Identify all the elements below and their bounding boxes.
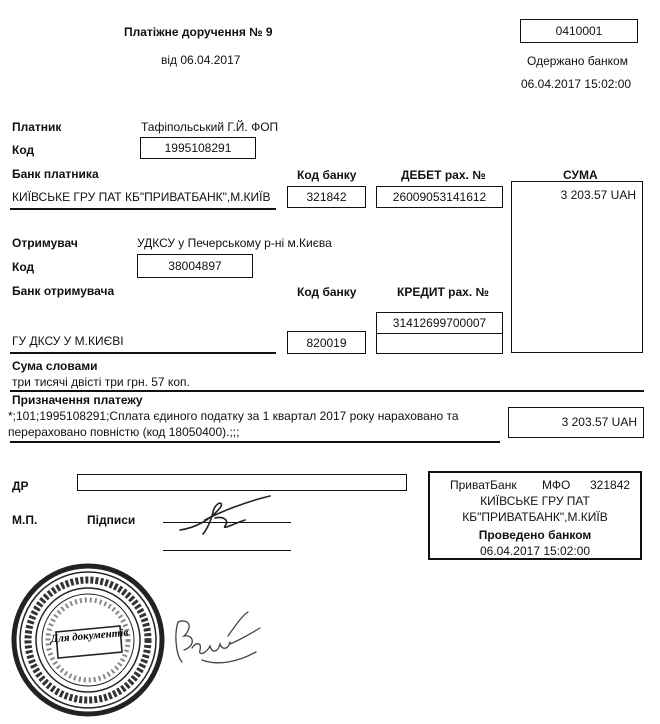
recipient-name: УДКСУ у Печерському р-ні м.Києва (137, 236, 332, 250)
payer-bank-label: Банк платника (12, 167, 99, 181)
recipient-bank-underline (10, 352, 276, 354)
bank-stamp-line2: КИЇВСЬКЕ ГРУ ПАТ (480, 494, 590, 508)
bank-stamp-mfo: 321842 (590, 478, 631, 492)
purpose-label: Призначення платежу (12, 393, 143, 407)
dr-box (77, 474, 407, 491)
recipient-bank-code: 820019 (306, 335, 347, 350)
payer-bank-code-box (287, 186, 366, 208)
bank-stamp-processed-datetime: 06.04.2017 15:02:00 (479, 544, 591, 558)
recipient-bank-code-box (287, 331, 366, 354)
sum-words-underline (10, 390, 644, 392)
document-code: 0410001 (555, 24, 603, 38)
recipient-code: 38004897 (168, 259, 222, 273)
recipient-code-label: Код (12, 260, 35, 274)
company-seal-icon (8, 560, 168, 720)
signature-line-2 (163, 550, 291, 551)
recipient-code-box (137, 254, 253, 278)
payer-bank-code: 321842 (306, 190, 347, 204)
bank-stamp (428, 471, 642, 560)
payer-bank-underline (10, 208, 276, 210)
bank-stamp-processed-label: Проведено банком (478, 528, 592, 542)
credit-label: КРЕДИТ рах. № (397, 285, 489, 299)
payer-label: Платник (12, 120, 62, 134)
bank-stamp-mfo-label: МФО (542, 478, 571, 492)
bank-stamp-line3: КБ"ПРИВАТБАНК",М.КИЇВ (462, 510, 608, 524)
payer-code-box (140, 137, 256, 159)
credit-account-box-lower (376, 333, 503, 354)
bank-stamp-bank: ПриватБанк (450, 478, 517, 492)
seal-center-label: Для документів (50, 626, 129, 646)
payer-code: 1995108291 (164, 141, 232, 155)
purpose-amount: 3 203.57 UAH (561, 415, 637, 429)
signatures-label: Підписи (87, 513, 136, 527)
document-date: від 06.04.2017 (161, 53, 241, 67)
sum-amount: 3 203.57 UAH (560, 188, 636, 202)
purpose-underline (10, 441, 500, 443)
debit-account-box (376, 186, 503, 208)
credit-account-box (376, 312, 503, 334)
payer-bank-name: КИЇВСЬКЕ ГРУ ПАТ КБ"ПРИВАТБАНК",М.КИЇВ (12, 190, 271, 204)
recipient-label: Отримувач (12, 236, 78, 250)
signature-2-icon (168, 600, 273, 675)
signature-1-icon (175, 490, 285, 540)
payer-name: Тафіпольський Г.Й. ФОП (141, 120, 279, 134)
mp-label: М.П. (12, 513, 38, 527)
sum-label: СУМА (563, 168, 598, 182)
recipient-bank-code-label: Код банку (297, 285, 357, 299)
debit-account: 26009053141612 (392, 190, 487, 204)
document-title: Платіжне доручення № 9 (124, 25, 273, 39)
purpose-line1: *;101;1995108291;Сплата єдиного податку за 1 квартал 2017 року нараховано та (8, 409, 459, 423)
sum-words-label: Сума словами (12, 359, 98, 373)
received-datetime: 06.04.2017 15:02:00 (521, 77, 632, 91)
sum-box (511, 181, 643, 353)
received-label: Одержано банком (527, 54, 628, 68)
credit-account: 31412699700007 (392, 316, 487, 330)
payer-code-label: Код (12, 143, 35, 157)
purpose-amount-box (508, 407, 644, 438)
dr-label: ДР (12, 479, 29, 493)
recipient-bank-label: Банк отримувача (12, 284, 115, 298)
recipient-bank-name: ГУ ДКСУ У М.КИЄВІ (12, 334, 124, 348)
purpose-line2: перераховано повністю (код 18050400).;;; (8, 425, 240, 439)
sum-words-text: три тисячі двісті три грн. 57 коп. (12, 375, 190, 389)
document-code-box (520, 19, 638, 43)
payer-bank-code-label: Код банку (297, 168, 357, 182)
debit-label: ДЕБЕТ рах. № (401, 168, 486, 182)
